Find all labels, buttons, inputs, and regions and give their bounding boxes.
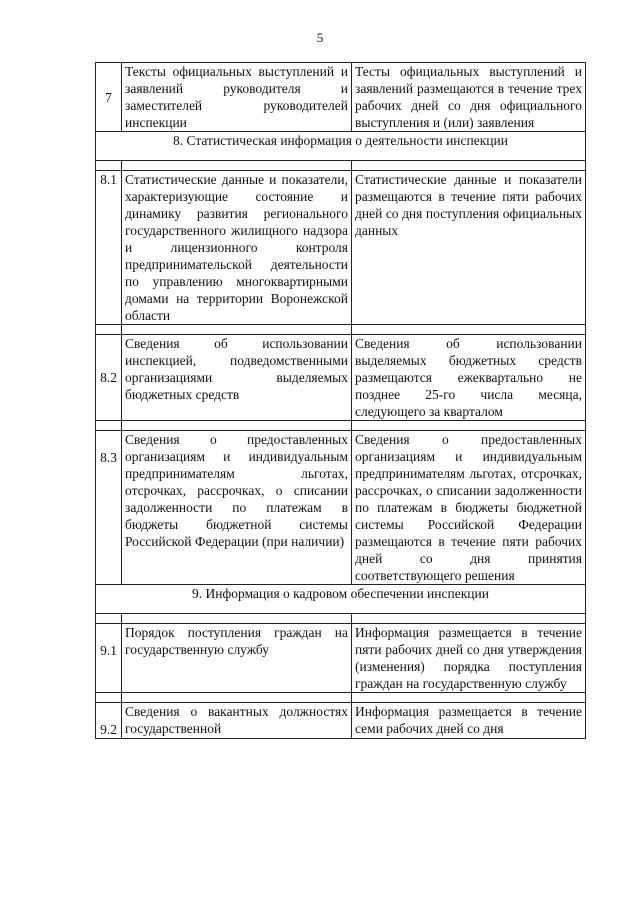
table-row [96, 431, 586, 585]
document-table [95, 62, 586, 739]
gap-row [96, 614, 586, 624]
row-number: 8.2 [96, 335, 122, 421]
row-term-cell: Информация размещается в течение семи рабочих дней со дня [352, 703, 586, 739]
table-row [96, 63, 586, 132]
row-term-cell: Тесты официальных выступлений и заявлений размещаются в течение трех рабочих дней со дня официального выступления и (или) заявления [352, 63, 586, 132]
gap-row [96, 161, 586, 171]
row-name-cell: Сведения о предоставленных организациям и индивидуальным предпринимателям льготах, отсрочках, рассрочках, о списании задолженности по платежам в бюджеты бюджетной системы Российской Федерации (при наличии) [122, 431, 352, 585]
gap-row [96, 325, 586, 335]
section-title-9: 9. Информация о кадровом обеспечении инспекции [96, 585, 586, 614]
row-number: 8.1 [96, 171, 122, 325]
section-row [96, 585, 586, 614]
row-name-cell: Сведения о вакантных должностях государственной [122, 703, 352, 739]
table-row [96, 703, 586, 739]
page-number: 5 [316, 30, 324, 45]
row-term-cell: Сведения об использовании выделяемых бюджетных средств размещаются ежеквартально не позднее 25-го числа месяца, следующего за кварталом [352, 335, 586, 421]
section-row [96, 132, 586, 161]
table-row [96, 335, 586, 421]
table-row [96, 171, 586, 325]
gap-row [96, 693, 586, 703]
row-number: 9.2 [96, 703, 122, 739]
table-row [96, 624, 586, 693]
row-name-cell: Тексты официальных выступлений и заявлений руководителя и заместителей руководителей инспекции [122, 63, 352, 132]
row-term-cell: Статистические данные и показатели размещаются в течение пяти рабочих дней со дня поступления официальных данных [352, 171, 586, 325]
row-name-cell: Сведения об использовании инспекцией, подведомственными организациями выделяемых бюджетных средств [122, 335, 352, 421]
row-term-cell: Информация размещается в течение пяти рабочих дней со дня утверждения (изменения) порядка поступления граждан на государственную службу [352, 624, 586, 693]
row-number: 9.1 [96, 624, 122, 693]
row-number: 7 [96, 63, 122, 132]
gap-row [96, 421, 586, 431]
row-term-cell: Сведения о предоставленных организациям и индивидуальным предпринимателям льготах, отсрочках, рассрочках, о списании задолженности по платежам в бюджеты бюджетной системы Российской Федерации размещаются в течение пяти рабочих дней со дня принятия соответствующего решения [352, 431, 586, 585]
row-name-cell: Статистические данные и показатели, характеризующие состояние и динамику развития регионального государственного жилищного надзора и лицензионного контроля предпринимательской деятельности по управлению многоквартирными домами на территории Воронежской области [122, 171, 352, 325]
row-name-cell: Порядок поступления граждан на государственную службу [122, 624, 352, 693]
section-title-8: 8. Статистическая информация о деятельности инспекции [96, 132, 586, 161]
row-number: 8.3 [96, 431, 122, 585]
